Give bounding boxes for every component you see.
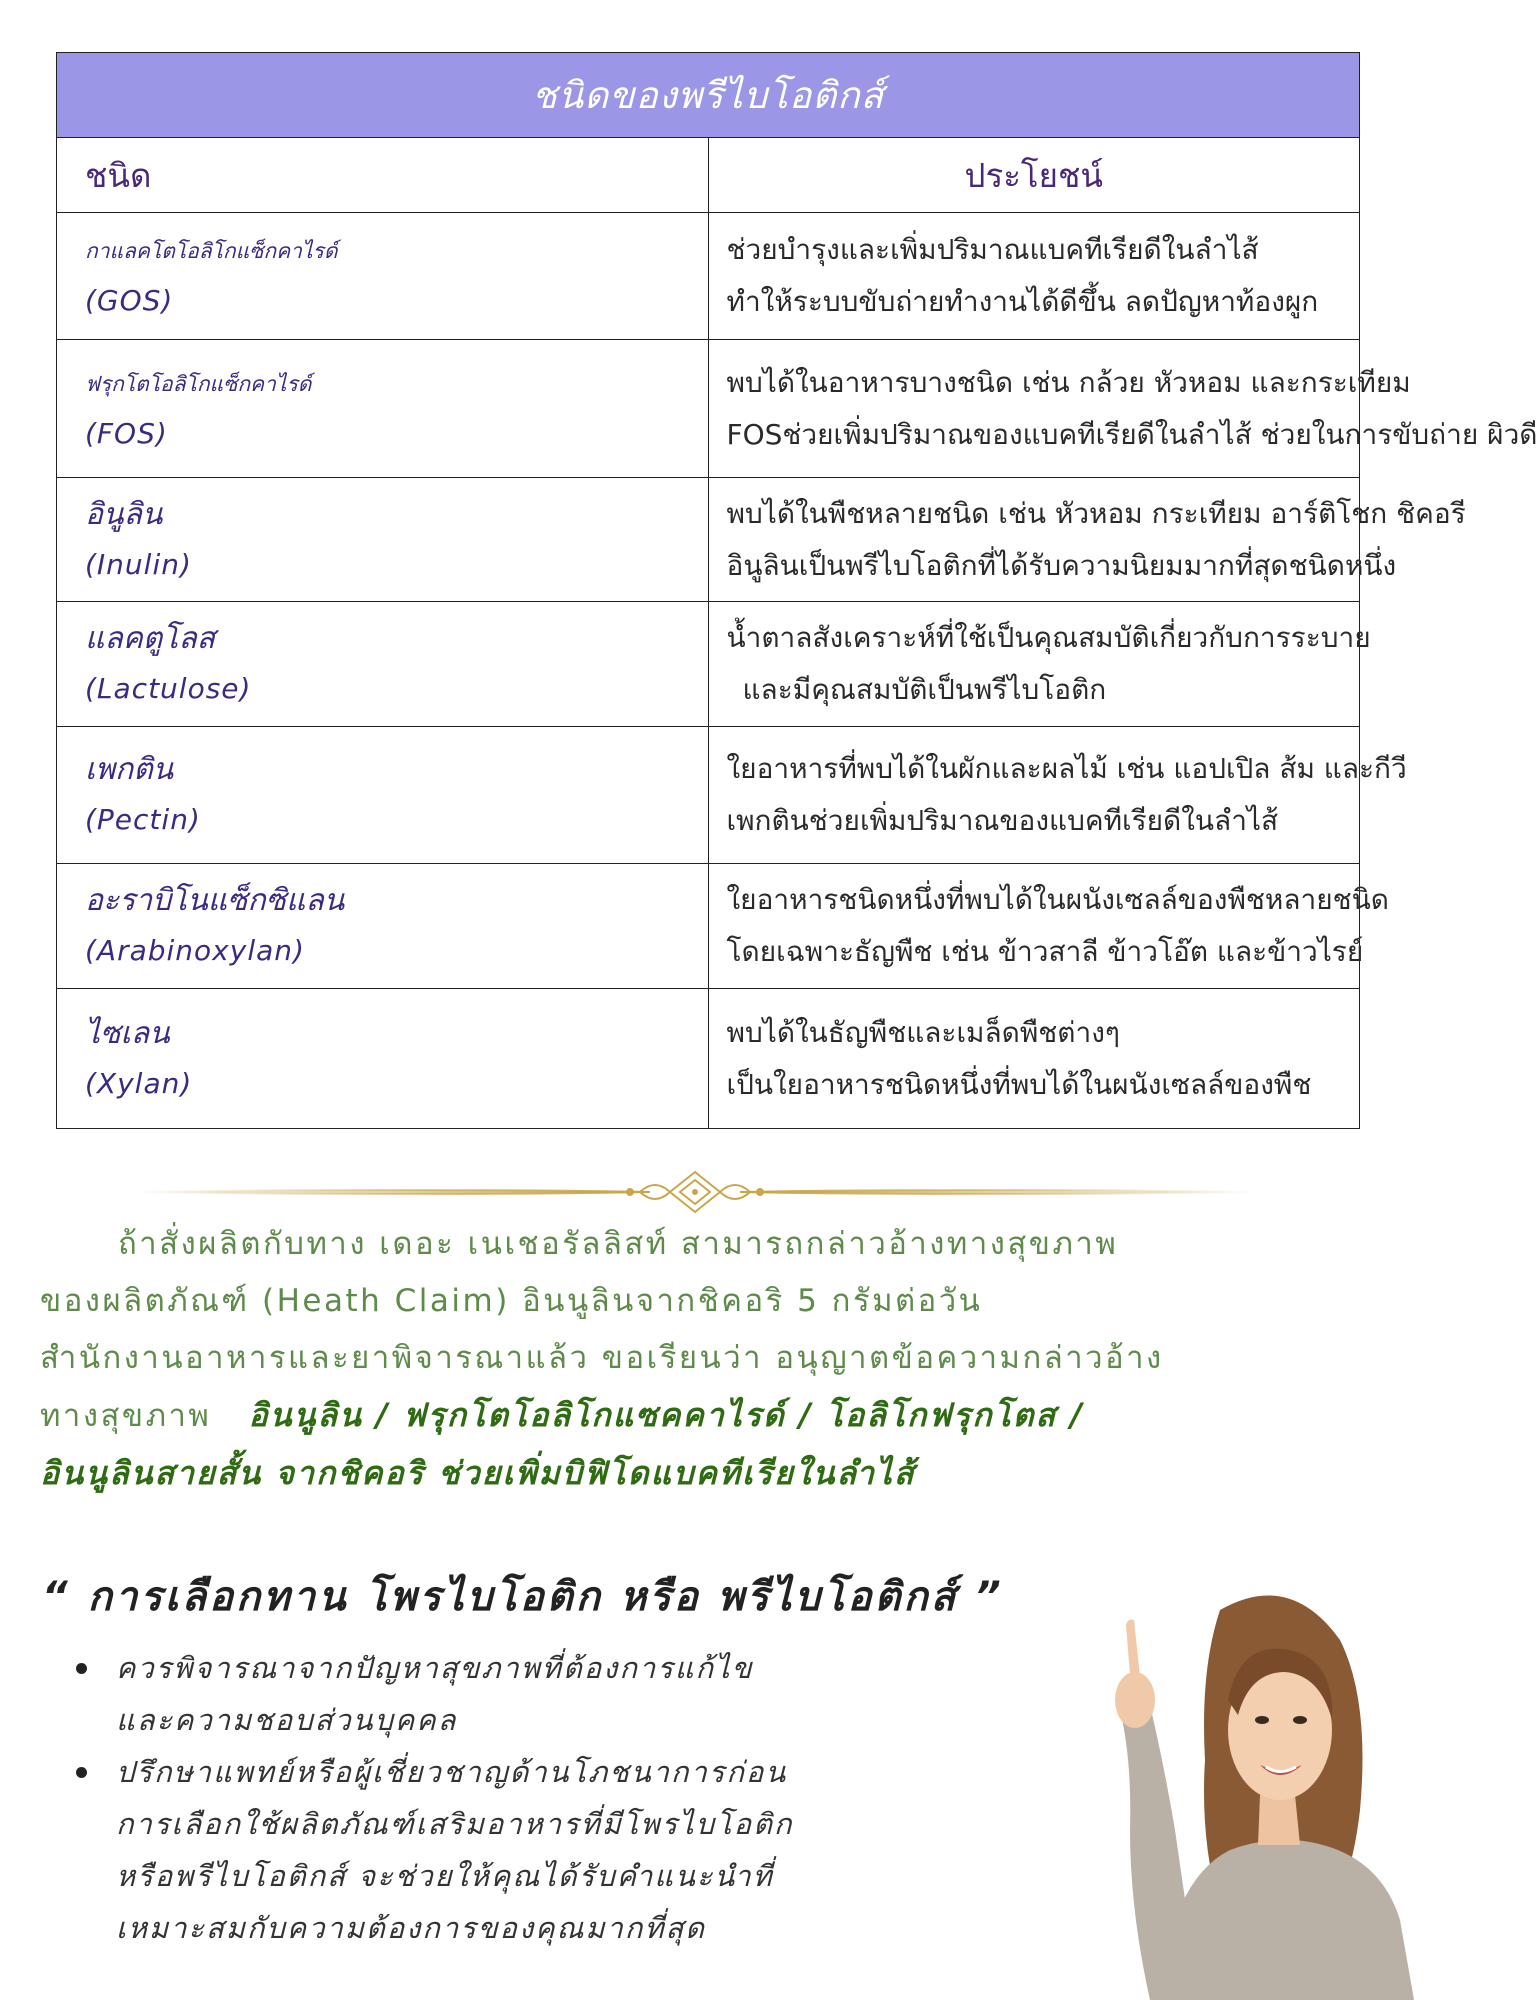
type-thai-name: แลคตูโลส bbox=[85, 621, 216, 656]
benefit-line: และมีคุณสมบัติเป็นพรีไบโอติก bbox=[742, 673, 1107, 706]
claim-line bbox=[40, 1387, 1340, 1445]
list-item-line: และความชอบส่วนบุคคล bbox=[116, 1703, 458, 1737]
claim-line: สำนักงานอาหารและยาพิจารณาแล้ว ขอเรียนว่า อนุญาตข้อความกล่าวอ้าง bbox=[40, 1340, 1164, 1376]
benefit-line: ทำให้ระบบขับถ่ายทำงานได้ดีขึ้น ลดปัญหาท้องผูก bbox=[726, 285, 1319, 318]
type-thai-name: ฟรุกโตโอลิโกแซ็กคาไรด์ bbox=[85, 371, 312, 396]
benefit-line: น้ำตาลสังเคราะห์ที่ใช้เป็นคุณสมบัติเกี่ยวกับการระบาย bbox=[726, 621, 1371, 654]
table-row bbox=[57, 727, 1360, 864]
benefit-line: พบได้ในพืชหลายชนิด เช่น หัวหอม กระเทียม อาร์ติโชก ชิคอรี bbox=[726, 496, 1466, 530]
list-item-line: หรือพรีไบโอติกส์ จะช่วยให้คุณได้รับคำแนะนำที่ bbox=[116, 1859, 774, 1893]
claim-line: ของผลิตภัณฑ์ (Heath Claim) อินนูลินจากชิคอริ 5 กรัมต่อวัน bbox=[40, 1283, 983, 1319]
type-thai-name: กาแลคโตโอลิโกแซ็กคาไรด์ bbox=[85, 239, 338, 263]
table-row bbox=[57, 602, 1360, 727]
table-row bbox=[57, 989, 1360, 1129]
type-thai-name: เพกติน bbox=[85, 752, 174, 787]
choose-heading: “ การเลือกทาน โพรไบโอติก หรือ พรีไบโอติกส์ ” bbox=[42, 1574, 1004, 1620]
type-english-name: (Arabinoxylan) bbox=[85, 934, 305, 967]
benefit-line: ช่วยบำรุงและเพิ่มปริมาณแบคทีเรียดีในลำไส้ bbox=[726, 233, 1259, 266]
benefit-line: ใยอาหารที่พบได้ในผักและผลไม้ เช่น แอปเปิล ส้ม และกีวี bbox=[726, 752, 1407, 785]
list-item-line: การเลือกใช้ผลิตภัณฑ์เสริมอาหารที่มีโพรไบโอติก bbox=[116, 1807, 794, 1841]
benefit-line: พบได้ในธัญพืชและเมล็ดพืชต่างๆ bbox=[726, 1015, 1120, 1049]
type-english-name: (Xylan) bbox=[85, 1066, 193, 1100]
benefit-line: เป็นใยอาหารชนิดหนึ่งที่พบได้ในผนังเซลล์ของพืช bbox=[726, 1067, 1312, 1101]
claim-line: ถ้าสั่งผลิตกับทาง เดอะ เนเชอรัลลิสท์ สามารถกล่าวอ้างทางสุขภาพ bbox=[118, 1226, 1119, 1262]
benefit-line: FOSช่วยเพิ่มปริมาณของแบคทีเรียดีในลำไส้ ช่วยในการขับถ่าย ผิวดี bbox=[726, 417, 1537, 451]
list-item-line: ปรึกษาแพทย์หรือผู้เชี่ยวชาญด้านโภชนาการก่อน bbox=[116, 1755, 788, 1789]
type-cell bbox=[57, 864, 709, 989]
type-cell bbox=[57, 602, 709, 727]
type-english-name: (GOS) bbox=[85, 284, 174, 317]
claim-prefix: ทางสุขภาพ bbox=[40, 1398, 212, 1434]
benefit-line: อินูลินเป็นพรีไบโอติกที่ได้รับความนิยมมากที่สุดชนิดหนึ่ง bbox=[726, 548, 1397, 582]
table-row bbox=[57, 340, 1360, 478]
benefit-cell bbox=[708, 864, 1389, 989]
header-benefit: ประโยชน์ bbox=[708, 138, 1360, 213]
claim-highlight: อินนูลินสายสั้น จากชิคอริ ช่วยเพิ่มบิฟิโดแบคทีเรียในลำไส้ bbox=[40, 1454, 916, 1492]
health-claim-paragraph bbox=[40, 1216, 1340, 1502]
header-type: ชนิด bbox=[57, 138, 709, 213]
type-english-name: (Inulin) bbox=[85, 547, 192, 581]
list-item bbox=[76, 1746, 1076, 1954]
list-item-line: ควรพิจารณาจากปัญหาสุขภาพที่ต้องการแก้ไข bbox=[116, 1651, 754, 1685]
advice-list bbox=[76, 1642, 1076, 1954]
type-cell bbox=[57, 727, 709, 864]
benefit-line: ใยอาหารชนิดหนึ่งที่พบได้ในผนังเซลล์ของพืชหลายชนิด bbox=[726, 883, 1389, 916]
type-cell bbox=[57, 340, 709, 478]
list-item bbox=[76, 1642, 1076, 1746]
type-thai-name: ไซเลน bbox=[85, 1015, 170, 1051]
table-title: ชนิดของพรีไบโอติกส์ bbox=[57, 53, 1360, 138]
type-english-name: (Lactulose) bbox=[85, 672, 252, 705]
benefit-cell bbox=[708, 727, 1407, 864]
type-cell bbox=[57, 478, 709, 602]
table-header-row bbox=[57, 138, 1360, 213]
benefit-cell bbox=[708, 213, 1360, 340]
type-cell bbox=[57, 989, 709, 1129]
table-row bbox=[57, 478, 1360, 602]
benefit-cell bbox=[708, 602, 1371, 727]
type-thai-name: อะราบิโนแซ็กซิแลน bbox=[85, 883, 345, 918]
claim-highlight: อินนูลิน / ฟรุกโตโอลิโกแซคคาไรด์ / โอลิโกฟรุกโตส / bbox=[248, 1396, 1084, 1434]
table-row bbox=[57, 864, 1360, 989]
benefit-line: โดยเฉพาะธัญพืช เช่น ข้าวสาลี ข้าวโอ๊ต และข้าวไรย์ bbox=[726, 935, 1364, 968]
type-thai-name: อินูลิน bbox=[85, 496, 163, 532]
type-english-name: (Pectin) bbox=[85, 803, 201, 836]
list-item-line: เหมาะสมกับความต้องการของคุณมากที่สุด bbox=[116, 1911, 707, 1945]
table-row bbox=[57, 213, 1360, 340]
benefit-cell bbox=[708, 989, 1360, 1129]
benefit-cell bbox=[708, 340, 1537, 478]
type-english-name: (FOS) bbox=[85, 416, 168, 450]
ornament-divider-icon bbox=[130, 1168, 1260, 1216]
type-cell bbox=[57, 213, 709, 340]
prebiotics-table bbox=[56, 52, 1537, 1129]
benefit-line: พบได้ในอาหารบางชนิด เช่น กล้วย หัวหอม และกระเทียม bbox=[726, 365, 1411, 399]
benefit-line: เพกตินช่วยเพิ่มปริมาณของแบคทีเรียดีในลำไส้ bbox=[726, 804, 1279, 837]
benefit-cell bbox=[708, 478, 1466, 602]
woman-pointing-image bbox=[1090, 1580, 1414, 2000]
